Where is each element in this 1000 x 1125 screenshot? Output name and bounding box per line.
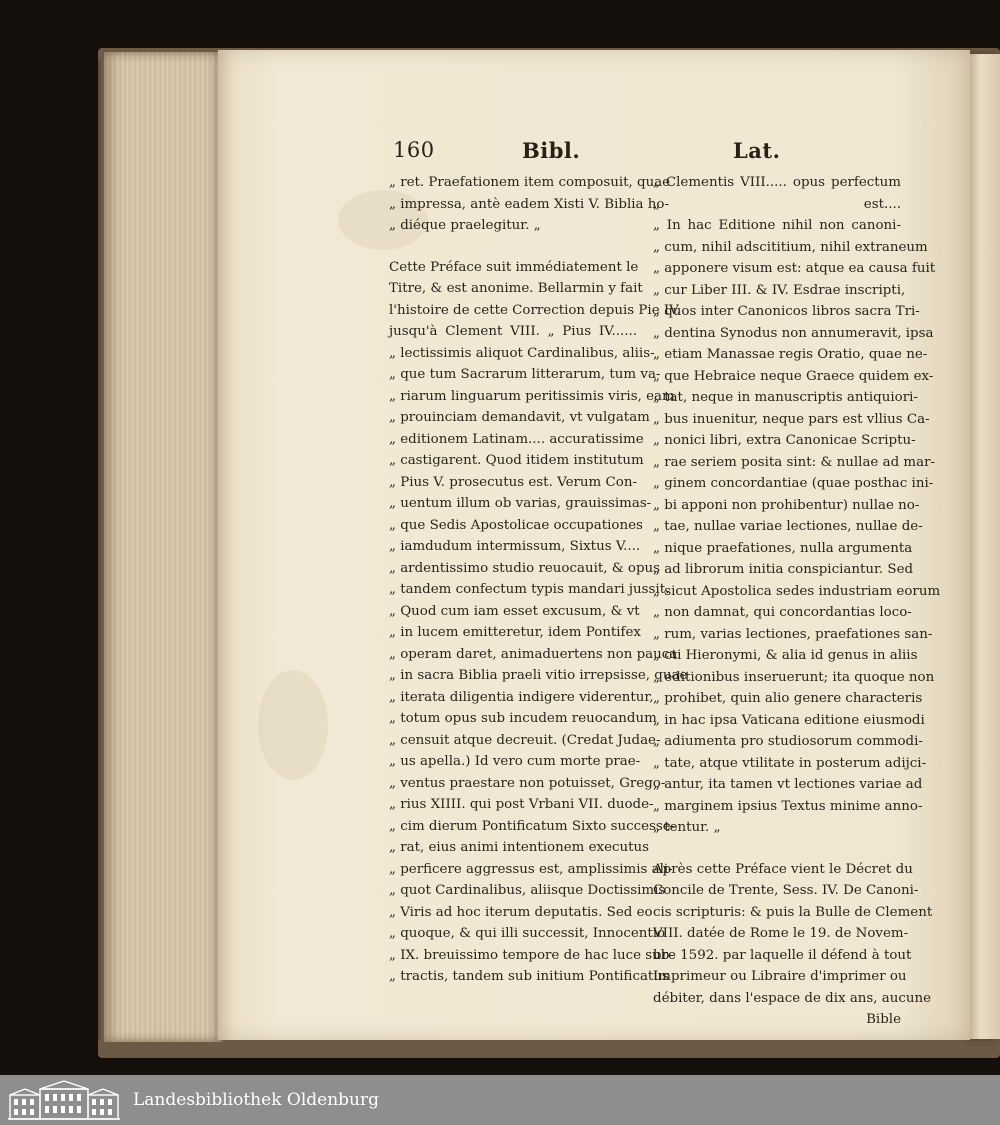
text-line: „ que Sedis Apostolicae occupationes: [389, 517, 643, 533]
text-line: „ antur, ita tamen vt lectiones variae ad: [653, 777, 923, 792]
text-line: „ marginem ipsius Textus minime anno-: [653, 798, 923, 814]
text-line: „ tate, atque vtilitate in posterum adijci-: [653, 755, 927, 771]
text-line: „ cur Liber III. & IV. Esdrae inscripti,: [653, 282, 906, 298]
text-line: VIII. datée de Rome le 19. de Novem-: [653, 926, 909, 941]
text-line: „ editionem Latinam.... accuratissime: [389, 431, 644, 447]
text-line: bre 1592. par laquelle il défend à tout: [653, 947, 912, 963]
text-line: „ In hac Editione nihil non canoni-: [653, 218, 901, 233]
text-line: „ Viris ad hoc iterum deputatis. Sed eo: [389, 904, 653, 920]
text-line: „ sicut Apostolica sedes industriam eorum: [653, 583, 941, 599]
text-line: „ Quod cum iam esset excusum, & vt: [389, 603, 640, 619]
text-line: „ cum, nihil adscititium, nihil extraneum: [653, 239, 928, 255]
facing-page-edge: [968, 54, 1000, 1039]
page-stain: [258, 670, 328, 780]
text-line: „ IX. breuissimo tempore de hac luce sub-: [389, 947, 674, 963]
text-line: „ tentur. „: [653, 820, 721, 835]
text-line: „ quoque, & qui illi successit, Innocentio: [389, 926, 666, 941]
text-line: „ ardentissimo studio reuocauit, & opus: [389, 560, 661, 576]
right-text-column: [653, 172, 941, 1031]
text-line: „ tae, nullae variae lectiones, nullae de-: [653, 519, 923, 534]
text-line: „ iamdudum intermissum, Sixtus V....: [389, 539, 641, 554]
text-line: „ operam daret, animaduertens non pauca: [389, 646, 678, 662]
footer-bar: [0, 1075, 1000, 1125]
paragraph-gap: [389, 237, 637, 257]
text-line: Cette Préface suit immédiatement le: [389, 259, 639, 275]
text-line: „ tractis, tandem sub initium Pontificatus: [389, 969, 669, 984]
text-line: „ etiam Manassae regis Oratio, quae ne-: [653, 347, 928, 362]
page-number: 160: [393, 138, 435, 162]
text-line: „ rae seriem posita sint: & nullae ad mar-: [653, 454, 936, 470]
text-line: „ in lucem emitteretur, idem Pontifex: [389, 625, 641, 640]
text-line: Bible: [866, 1012, 901, 1027]
library-name: Landesbibliothek Oldenburg: [133, 1090, 380, 1110]
text-line: „ ad librorum initia conspiciantur. Sed: [653, 562, 914, 577]
running-title-right: Lat.: [733, 138, 781, 163]
text-line: „ riarum linguarum peritissimis viris, eam: [389, 388, 675, 404]
text-line: „ iterata diligentia indigere viderentur,: [389, 689, 654, 705]
text-line: „ prohibet, quin alio genere characteris: [653, 691, 923, 706]
text-line: „ bus inuenitur, neque pars est vllius Ca-: [653, 411, 930, 427]
text-line: „ uentum illum ob varias, grauissimas-: [389, 496, 652, 511]
text-line: Après cette Préface vient le Décret du: [653, 861, 913, 877]
text-line: „ non damnat, qui concordantias loco-: [653, 605, 912, 620]
text-line: „ dentina Synodus non annumeravit, ipsa: [653, 325, 934, 341]
text-line: „ adiumenta pro studiosorum commodi-: [653, 734, 923, 749]
text-line: „ rat, eius animi intentionem executus: [389, 840, 650, 855]
text-line: „ bi apponi non prohibentur) nullae no-: [653, 497, 920, 513]
text-line: „ castigarent. Quod itidem institutum: [389, 453, 644, 468]
text-line: „ ret. Praefationem item composuit, quae: [389, 175, 671, 190]
text-line: jusqu'à Clement VIII. „ Pius IV......: [389, 324, 637, 339]
text-line: „ est....: [653, 196, 901, 212]
library-building-icon: [8, 1079, 120, 1121]
page-edges: [104, 52, 222, 1042]
text-line: „ apponere visum est: atque ea causa fuit: [653, 261, 936, 276]
text-line: „ Pius V. prosecutus est. Verum Con-: [389, 474, 637, 490]
text-line: Titre, & est anonime. Bellarmin y fait: [389, 281, 643, 296]
text-line: „ in hac ipsa Vaticana editione eiusmodi: [653, 712, 925, 728]
text-line: cis scripturis: & puis la Bulle de Clement: [653, 904, 933, 920]
text-line: „ nique praefationes, nulla argumenta: [653, 540, 913, 556]
text-line: „ rum, varias lectiones, praefationes san-: [653, 626, 933, 642]
text-line: „ totum opus sub incudem reuocandum: [389, 711, 657, 726]
text-line: „ rius XIIII. qui post Vrbani VII. duode-: [389, 797, 654, 812]
text-line: „ diéque praelegitur. „: [389, 218, 541, 233]
running-head: [0, 132, 1000, 172]
text-line: „ cti Hieronymi, & alia id genus in aliis: [653, 648, 918, 663]
text-line: „ Clementis VIII..... opus perfectum: [653, 175, 901, 190]
text-line: Concile de Trente, Sess. IV. De Canoni-: [653, 883, 919, 898]
text-line: „ censuit atque decreuit. (Credat Judae-: [389, 732, 661, 748]
text-line: „ us apella.) Id vero cum morte prae-: [389, 754, 641, 769]
text-line: „ impressa, antè eadem Xisti V. Biblia ho-: [389, 196, 669, 212]
text-line: „ in sacra Biblia praeli vitio irrepsisse, quae: [389, 668, 688, 683]
text-line: „ quos inter Canonicos libros sacra Tri-: [653, 304, 920, 319]
text-line: „ quot Cardinalibus, aliisque Doctissimis: [389, 883, 666, 898]
text-line: „ lectissimis aliquot Cardinalibus, aliis-: [389, 345, 655, 361]
text-line: „ prouinciam demandavit, vt vulgatam: [389, 410, 650, 425]
text-line: „ tat, neque in manuscriptis antiquiori-: [653, 390, 918, 405]
text-line: „ que Hebraice neque Graece quidem ex-: [653, 368, 934, 384]
text-line: „ editionibus inseruerunt; ita quoque non: [653, 669, 935, 685]
text-line: „ tandem confectum typis mandari jussit.: [389, 582, 670, 597]
text-line: „ cim dierum Pontificatum Sixto successe-: [389, 818, 676, 834]
text-line: débiter, dans l'espace de dix ans, aucune: [653, 990, 932, 1006]
text-line: „ nonici libri, extra Canonicae Scriptu-: [653, 433, 916, 448]
text-line: „ que tum Sacrarum litterarum, tum va-: [389, 367, 661, 382]
text-line: „ ventus praestare non potuisset, Grego-: [389, 775, 666, 791]
running-title-left: Bibl.: [522, 138, 581, 163]
text-line: „ perficere aggressus est, amplissimis ali-: [389, 861, 673, 877]
paragraph-gap: [653, 839, 901, 859]
text-line: „ ginem concordantiae (quae posthac ini-: [653, 476, 934, 491]
text-line: Imprimeur ou Libraire d'imprimer ou: [653, 969, 907, 984]
text-line: l'histoire de cette Correction depuis Pie IV.: [389, 302, 681, 318]
